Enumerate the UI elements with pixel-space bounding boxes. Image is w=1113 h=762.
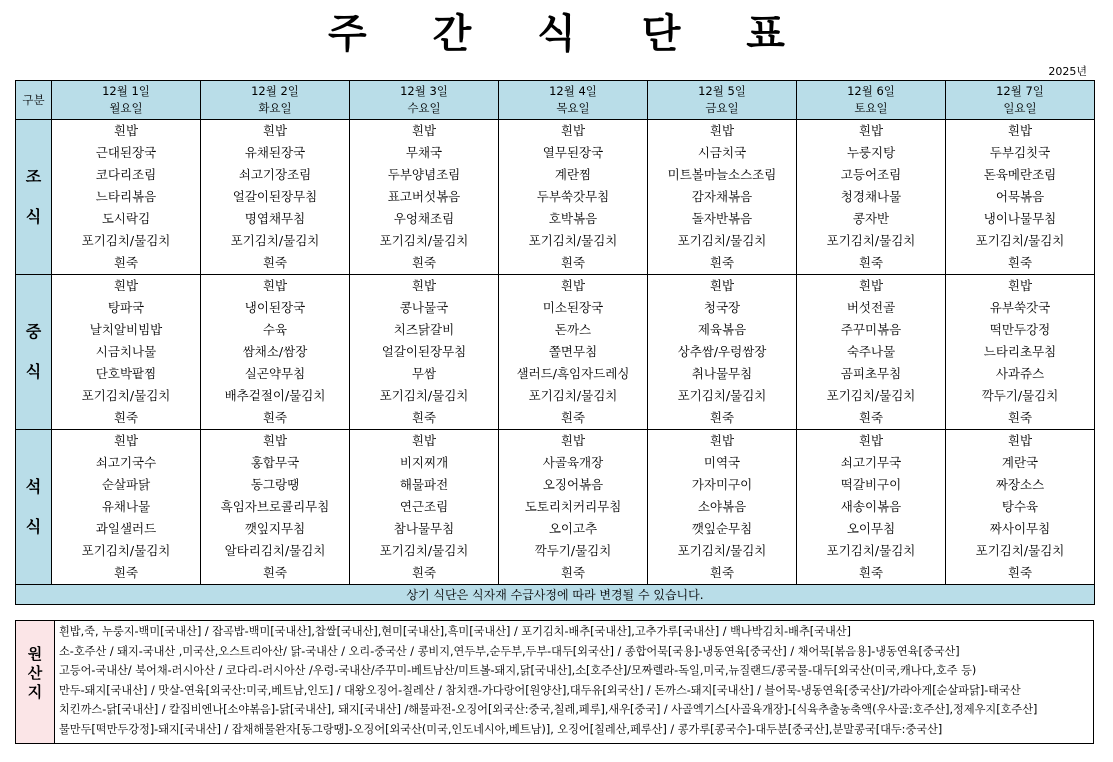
origin-line: 치킨까스-닭[국내산] / 칼집비엔나[소야볶음]-닭[국내산], 돼지[국내산] /해물파전-오징어[외국산:중국,칠레,페루],새우[중국] / 사골엑기스[사골육개장]-[식육추출농축액(우사골:호주산],정제우지[호주산] [59,703,1038,716]
menu-item: 버섯전골 [846,300,896,315]
header-label: 구분 [16,81,52,120]
menu-item: 제육볶음 [697,322,747,337]
menu-item: 쇠고기국수 [95,455,157,470]
menu-item: 샐러드/흑임자드레싱 [516,366,630,381]
menu-item: 감자채볶음 [691,189,753,204]
origin-label-char: 원 [27,645,43,663]
menu-item: 해물파전 [399,477,449,492]
menu-item: 비지찌개 [399,455,449,470]
menu-item: 짜사이무침 [989,521,1051,536]
menu-item: 과일샐러드 [95,521,157,536]
menu-item: 연근조림 [399,499,449,514]
menu-cell [648,120,797,275]
meal-label-char: 식 [25,517,42,536]
menu-item: 포기김치/물김치 [528,233,618,248]
menu-cell [499,430,648,585]
menu-item: 흰밥 [858,278,884,293]
meal-label-char: 식 [25,207,42,226]
menu-item: 흰죽 [113,255,139,270]
menu-item: 흰밥 [560,433,586,448]
menu-item: 두부김칫국 [989,145,1051,160]
menu-item: 포기김치/물김치 [379,543,469,558]
menu-cell [52,275,201,430]
menu-item: 포기김치/물김치 [975,233,1065,248]
menu-item: 오이무침 [846,521,896,536]
menu-cell [52,430,201,585]
menu-item: 사과쥬스 [995,366,1045,381]
menu-item: 흰밥 [858,433,884,448]
menu-item: 포기김치/물김치 [677,233,767,248]
meal-label-char: 석 [25,477,42,496]
origin-label-char: 지 [27,683,43,701]
menu-item: 포기김치/물김치 [826,543,916,558]
menu-item: 주꾸미볶음 [840,322,902,337]
menu-item: 흰밥 [709,433,735,448]
menu-item: 단호박팥찜 [95,366,157,381]
menu-item: 흰밥 [113,278,139,293]
menu-item: 포기김치/물김치 [677,543,767,558]
menu-item: 떡갈비구이 [840,477,902,492]
menu-item: 오이고추 [548,521,598,536]
menu-item: 흰죽 [560,255,586,270]
menu-cell [797,275,946,430]
menu-item: 흰밥 [1007,278,1033,293]
menu-item: 냉이나물무침 [983,211,1057,226]
day-of-week: 목요일 [556,101,590,115]
menu-item: 얼갈이된장무침 [381,344,467,359]
menu-item: 흰밥 [560,278,586,293]
menu-item: 깍두기/물김치 [981,388,1059,403]
menu-item: 사골육개장 [542,455,604,470]
menu-item: 흰죽 [411,255,437,270]
menu-item: 포기김치/물김치 [975,543,1065,558]
day-date: 12월 2일 [251,84,299,98]
menu-cell [201,120,350,275]
menu-item: 흰죽 [709,410,735,425]
menu-item: 흰죽 [262,255,288,270]
menu-item: 우엉채조림 [393,211,455,226]
menu-item: 유부쑥갓국 [989,300,1051,315]
menu-cell [797,430,946,585]
menu-item: 느타리볶음 [95,189,157,204]
menu-item: 계란찜 [554,167,592,182]
meal-row [16,275,1095,430]
menu-item: 포기김치/물김치 [230,233,320,248]
menu-item: 유채된장국 [244,145,306,160]
day-of-week: 수요일 [407,101,441,115]
menu-item: 알타리김치/물김치 [224,543,326,558]
menu-cell [201,275,350,430]
meal-label [16,275,52,430]
menu-item: 열무된장국 [542,145,604,160]
menu-item: 어묵볶음 [995,189,1045,204]
menu-item: 코다리조림 [95,167,157,182]
menu-item: 미소된장국 [542,300,604,315]
day-date: 12월 3일 [400,84,448,98]
year-label: 2025년 [1048,65,1087,78]
menu-item: 유채나물 [101,499,151,514]
menu-item: 흰죽 [113,410,139,425]
menu-item: 참나물무침 [393,521,455,536]
menu-cell [201,430,350,585]
menu-item: 치즈닭갈비 [393,322,455,337]
menu-item: 근대된장국 [95,145,157,160]
menu-item: 취나물무침 [691,366,753,381]
menu-item: 포기김치/물김치 [677,388,767,403]
menu-cell [499,120,648,275]
menu-item: 흰죽 [1007,410,1033,425]
origin-section [15,620,1094,744]
menu-item: 미트볼마늘소스조림 [667,167,777,182]
notice-row [16,585,1095,605]
meal-label-char: 식 [25,362,42,381]
menu-item: 깍두기/물김치 [534,543,612,558]
menu-item: 흰죽 [709,255,735,270]
menu-item: 새송이볶음 [840,499,902,514]
menu-item: 흰죽 [262,565,288,580]
menu-item: 흰죽 [411,410,437,425]
origin-text [59,622,1093,739]
menu-cell [797,120,946,275]
day-date: 12월 6일 [847,84,895,98]
menu-item: 흰죽 [858,565,884,580]
menu-item: 흰죽 [709,565,735,580]
menu-item: 고등어조림 [840,167,902,182]
menu-item: 흰죽 [560,565,586,580]
menu-item: 흰밥 [709,123,735,138]
menu-item: 흰죽 [113,565,139,580]
menu-item: 배추겉절이/물김치 [224,388,326,403]
menu-item: 느타리초무침 [983,344,1057,359]
menu-item: 명엽채무침 [244,211,306,226]
menu-item: 소야볶음 [697,499,747,514]
menu-item: 흰죽 [858,410,884,425]
menu-item: 흰밥 [262,123,288,138]
menu-item: 흰죽 [411,565,437,580]
menu-cell [946,120,1095,275]
day-of-week: 토요일 [854,101,888,115]
menu-item: 수육 [262,322,288,337]
menu-item: 콩자반 [852,211,890,226]
origin-label [16,621,55,743]
day-of-week: 화요일 [258,101,292,115]
meal-label-char: 조 [25,167,42,186]
menu-cell [52,120,201,275]
menu-item: 탕파국 [107,300,145,315]
menu-item: 청국장 [703,300,741,315]
menu-item: 포기김치/물김치 [528,388,618,403]
day-date: 12월 4일 [549,84,597,98]
origin-line: 고등어-국내산/ 북어채-러시아산 / 코다리-러시아산 /우렁-국내산/주꾸미-베트남산/미트볼-돼지,닭[국내산],소[호주산]/모짜렐라-독일,미국,뉴질랜드/콩국물-대두[외국산(미국,캐나다,호주 등) [59,664,977,677]
menu-item: 도토리치커리무침 [524,499,622,514]
menu-item: 계란국 [1001,455,1039,470]
menu-item: 흰밥 [560,123,586,138]
menu-item: 도시락김 [101,211,151,226]
origin-line: 만두-돼지[국내산] / 맛살-연육[외국산:미국,베트남,인도] / 대왕오징어-칠레산 / 참치캔-가다랑어[원양산],대두유[외국산] / 돈까스-돼지[국내산] / 블어묵-냉동연육[중국산]/가라아게[순살파닭]-태국산 [59,683,1021,697]
menu-item: 시금치나물 [95,344,157,359]
menu-item: 무쌈 [411,366,437,381]
menu-item: 흰밥 [113,123,139,138]
meal-row [16,430,1095,585]
menu-item: 시금치국 [697,145,747,160]
menu-item: 떡만두강정 [989,322,1051,337]
menu-item: 깻잎지무침 [244,521,306,536]
day-date: 12월 1일 [102,84,150,98]
day-date: 12월 5일 [698,84,746,98]
menu-item: 쫄면무침 [548,344,598,359]
menu-item: 가자미구이 [691,477,753,492]
menu-item: 미역국 [703,455,741,470]
menu-item: 흰죽 [858,255,884,270]
menu-item: 두부양념조림 [387,167,461,182]
meal-label [16,120,52,275]
menu-cell [648,275,797,430]
meal-row [16,120,1095,275]
menu-item: 포기김치/물김치 [81,388,171,403]
meal-label [16,430,52,585]
menu-item: 포기김치/물김치 [81,233,171,248]
menu-item: 표고버섯볶음 [387,189,461,204]
menu-cell [350,120,499,275]
day-header [52,81,201,120]
menu-item: 냉이된장국 [244,300,306,315]
day-of-week: 일요일 [1003,101,1037,115]
menu-item: 쌈채소/쌈장 [242,344,308,359]
menu-item: 동그랑땡 [250,477,300,492]
menu-item: 날치알비빔밥 [89,322,163,337]
day-header [499,81,648,120]
menu-item: 두부쑥갓무침 [536,189,610,204]
day-date: 12월 7일 [996,84,1044,98]
menu-item: 쇠고기무국 [840,455,902,470]
menu-item: 무채국 [405,145,443,160]
menu-item: 오징어볶음 [542,477,604,492]
menu-item: 흰죽 [1007,255,1033,270]
menu-item: 흑임자브로콜리무침 [220,499,330,514]
menu-item: 흰밥 [858,123,884,138]
day-header [350,81,499,120]
menu-cell [946,275,1095,430]
origin-line: 흰밥,죽, 누룽지-백미[국내산] / 잡곡밥-백미[국내산],찹쌀[국내산],현미[국내산],흑미[국내산] / 포기김치-배추[국내산],고추가루[국내산] / 백나박김치-배추[국내산] [59,625,851,638]
day-header [201,81,350,120]
page-title: 주 간 식 단 표 [328,11,811,57]
menu-cell [946,430,1095,585]
menu-item: 포기김치/물김치 [826,388,916,403]
day-of-week: 월요일 [109,101,143,115]
menu-cell [648,430,797,585]
menu-item: 흰밥 [411,278,437,293]
menu-item: 얼갈이된장무침 [232,189,318,204]
origin-label-char: 산 [27,664,43,682]
menu-item: 포기김치/물김치 [379,388,469,403]
menu-item: 흰죽 [1007,565,1033,580]
day-header [797,81,946,120]
meal-label-char: 중 [25,322,42,341]
menu-item: 숙주나물 [846,344,896,359]
menu-item: 포기김치/물김치 [826,233,916,248]
menu-item: 흰밥 [709,278,735,293]
menu-item: 쇠고기장조림 [238,167,312,182]
menu-item: 실곤약무침 [244,366,306,381]
menu-item: 포기김치/물김치 [81,543,171,558]
menu-item: 포기김치/물김치 [379,233,469,248]
menu-cell [499,275,648,430]
menu-item: 짜장소스 [995,477,1045,492]
day-header [648,81,797,120]
menu-item: 상추쌈/우렁쌈장 [677,344,767,359]
menu-item: 깻잎순무침 [691,521,753,536]
menu-item: 흰밥 [411,433,437,448]
weekly-menu-table [15,80,1095,605]
day-of-week: 금요일 [705,101,739,115]
menu-item: 탕수육 [1001,499,1039,514]
menu-item: 흰밥 [113,433,139,448]
menu-item: 청경채나물 [840,189,902,204]
menu-cell [350,430,499,585]
menu-item: 곰피초무침 [840,366,902,381]
menu-item: 흰밥 [1007,433,1033,448]
menu-item: 흰죽 [262,410,288,425]
menu-item: 흰죽 [560,410,586,425]
origin-line: 물만두[떡만두강정]-돼지[국내산] / 잡채해물완자[동그랑땡]-오징어[외국산(미국,인도네시아,베트남)], 오징어[칠레산,페루산] / 콩가루[콩국수]-대두분[중국산],분말콩국[대두:중국산] [59,722,943,736]
menu-item: 누룽지탕 [846,145,896,160]
day-header [946,81,1095,120]
menu-item: 흰밥 [262,278,288,293]
menu-item: 홍합무국 [250,455,300,470]
menu-item: 흰밥 [1007,123,1033,138]
header-row [16,81,1095,120]
menu-item: 돈육메란조림 [983,167,1057,182]
origin-line: 소-호주산 / 돼지-국내산 ,미국산,오스트리아산/ 닭-국내산 / 오리-중국산 / 콩비지,연두부,순두부,두부-대두[외국산] / 종합어묵[국용]-냉동연육[중국산] / 채어묵[볶음용]-냉동연육[중국산] [59,644,960,658]
menu-item: 호박볶음 [548,211,598,226]
notice-text: 상기 식단은 식자재 수급사정에 따라 변경될 수 있습니다. [16,585,1095,605]
menu-item: 돈까스 [554,322,592,337]
menu-item: 흰밥 [262,433,288,448]
menu-item: 순살파닭 [101,477,151,492]
menu-item: 콩나물국 [399,300,449,315]
menu-item: 돌자반볶음 [691,211,753,226]
menu-item: 흰밥 [411,123,437,138]
menu-cell [350,275,499,430]
